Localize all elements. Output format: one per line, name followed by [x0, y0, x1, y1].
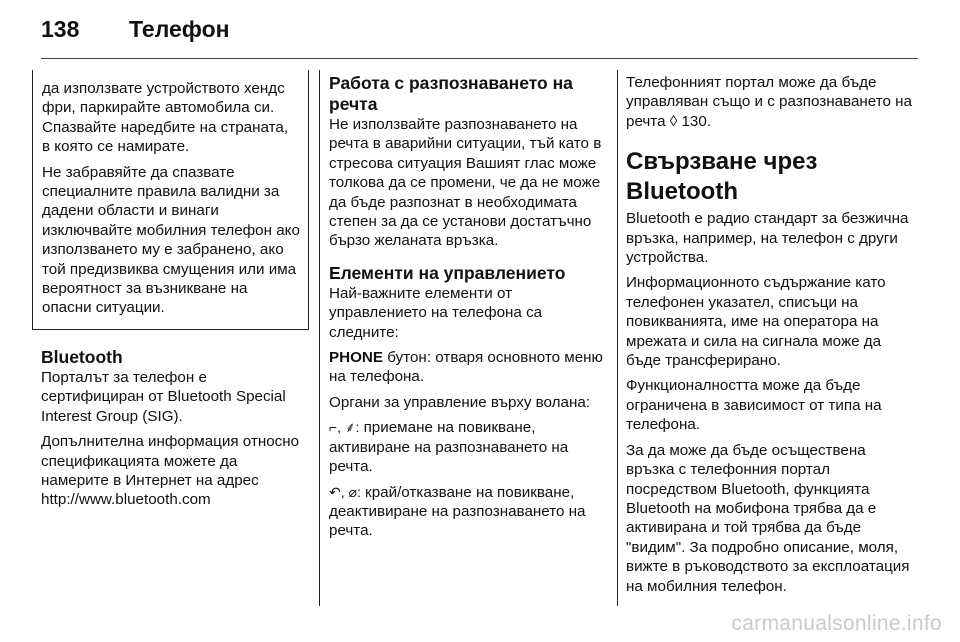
column-divider-2 [617, 70, 618, 606]
bluetooth-paragraph-c: Функционалността може да бъде ограничена в зависимост от типа на телефона. [626, 377, 882, 434]
column-2 [329, 73, 609, 547]
header-rule [41, 58, 918, 59]
phone-button-text: бутон: отваря основното меню на телефона. [329, 349, 603, 386]
bluetooth-heading: Bluetooth [41, 346, 123, 367]
phone-button-label: PHONE [329, 349, 384, 367]
bluetooth-paragraph-b: Информационното съдържание като телефонен указател, списъци на повикванията, име на оператора на мрежата и сила на сигнала може да бъде трансферирано. [626, 274, 886, 370]
steering-wheel-controls: Органи за управление върху волана: [329, 393, 591, 411]
page-header [41, 12, 230, 46]
bluetooth-connection-heading: Свързване чрез Bluetooth [626, 148, 818, 206]
column-1 [41, 73, 303, 516]
bluetooth-paragraph-2: Допълнителна информация относно спецификацията можете да намерите в Интернет на адрес http://www.bluetooth.com [41, 433, 300, 509]
voice-recognition-paragraph: Не използвайте разпознаването на речта в аварийни ситуации, тъй като в стресова ситуация Вашият глас може толкова да се промени, че да не може да бъде разпознат в необходимата степен за да се установи достатъчно бързо желаната връзка. [329, 116, 602, 250]
bluetooth-paragraph-d: За да може да бъде осъществена връзка с телефонния портал посредством Bluetooth, функцията Bluetooth на мобифона трябва да е активирана и той трябва да бъде "видим". За подробно описание, моля, вижте в ръководството за експлоатация на мобилния телефон. [626, 441, 910, 595]
voice-recognition-heading: Работа с разпознаването на речта [329, 73, 573, 114]
column-divider-1 [319, 70, 320, 606]
page-number: 138 [41, 15, 80, 42]
warning-paragraph-1: да използвате устройството хендс фри, паркирайте автомобила си. Спазвайте наредбите на страната, в която се намирате. [42, 80, 289, 156]
end-call-description [329, 483, 609, 541]
accept-call-text: приемане на повикване, активиране на разпознаването на речта. [329, 419, 569, 476]
accept-call-description [329, 418, 609, 476]
phone-button-description [329, 348, 609, 387]
portal-voice-paragraph: Телефонният портал може да бъде управляван също и с разпознаването на речта ◊ 130. [626, 74, 913, 130]
controls-heading: Елементи на управлението [329, 262, 566, 283]
warning-paragraph-2: Не забравяйте да спазвате специалните правила валидни за дадени области и винаги изключвайте мобилния телефон ако използването му е забранено, ако той предизвиква смущения или има вероятност за възникване на опасни ситуации. [42, 163, 300, 317]
bluetooth-paragraph-a: Bluetooth е радио стандарт за безжична връзка, например, на телефон с други устройства. [626, 210, 909, 267]
controls-intro: Най-важните елементи от управлението на телефона са следните: [329, 284, 543, 341]
watermark: carmanualsonline.info [731, 612, 942, 635]
column-3 [626, 73, 916, 602]
bluetooth-paragraph-1: Порталът за телефон е сертифициран от Bluetooth Special Interest Group (SIG). [41, 368, 286, 425]
accept-call-icons: ⌐, ⸙: [329, 419, 360, 436]
end-call-text: край/отказване на повикване, деактивиране на разпознаването на речта. [329, 483, 586, 540]
warning-box [32, 70, 309, 330]
end-call-icons: ↶, ⌀: [329, 483, 361, 500]
page-title: Телефон [129, 15, 230, 42]
